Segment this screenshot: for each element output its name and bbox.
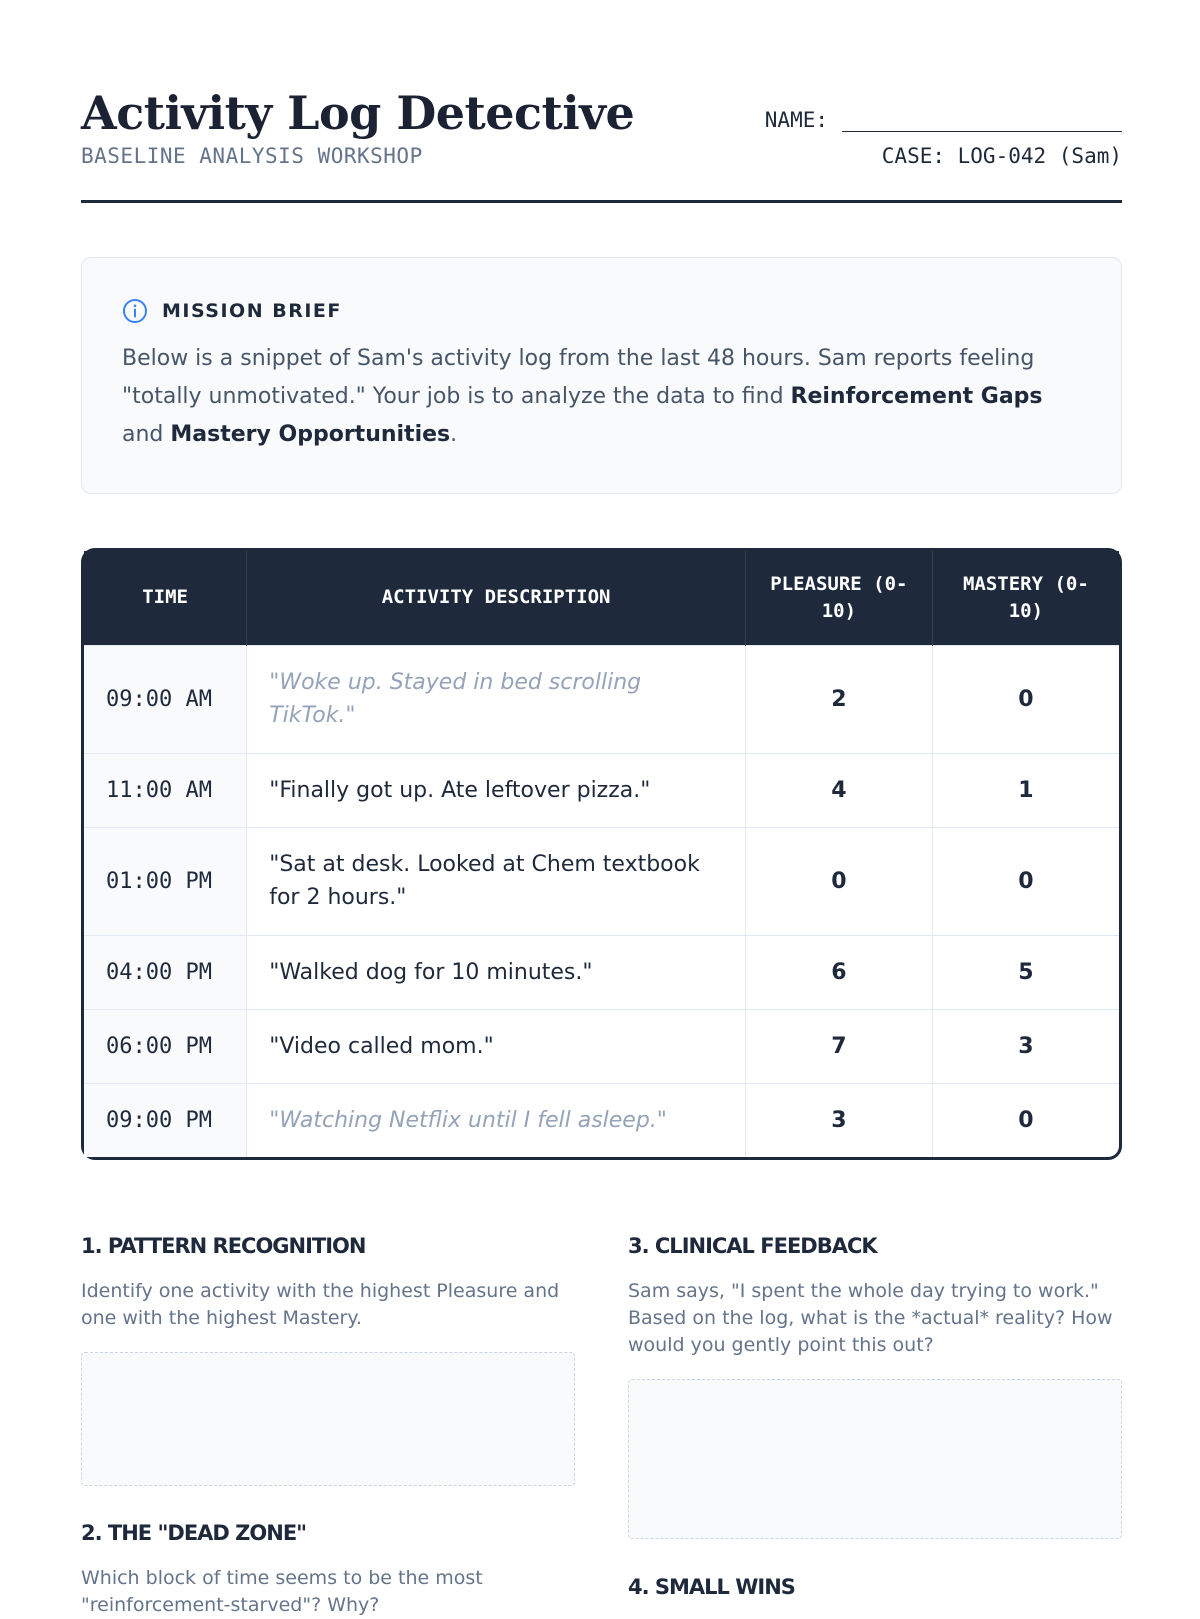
section-clinical-feedback [628,1234,1122,1539]
activity-cell: "Video called mom." [247,1009,746,1083]
time-cell: 09:00 PM [84,1083,247,1157]
pleasure-cell: 6 [745,935,932,1009]
page-subtitle: BASELINE ANALYSIS WORKSHOP [81,144,423,168]
page-title: Activity Log Detective [81,86,635,140]
activity-cell: "Finally got up. Ate leftover pizza." [247,753,746,827]
section-dead-zone [81,1521,575,1619]
reinforcement-gaps-emphasis: Reinforcement Gaps [790,384,1043,409]
pleasure-cell: 0 [745,827,932,935]
mission-brief-header [122,298,342,324]
section-title: 2. THE "DEAD ZONE" [81,1521,307,1545]
section-prompt: Which block of time seems to be the most "reinforcement-starved"? Why? [81,1567,483,1616]
column-header-pleasure: PLEASURE (0-10) [745,551,932,645]
section-prompt: Sam says, "I spent the whole day trying to work." Based on the log, what is the *actual* reality? How would you gently point this out? [628,1280,1113,1356]
mission-brief [81,257,1122,494]
section-title: 1. PATTERN RECOGNITION [81,1234,366,1258]
section-title: 3. CLINICAL FEEDBACK [628,1234,877,1258]
mastery-cell: 0 [932,645,1119,753]
table-row [84,827,1119,935]
column-header-activity: ACTIVITY DESCRIPTION [247,551,746,645]
table-row [84,753,1119,827]
pleasure-cell: 2 [745,645,932,753]
mastery-cell: 5 [932,935,1119,1009]
name-field[interactable] [842,108,1122,132]
mastery-cell: 1 [932,753,1119,827]
table-header-row [84,551,1119,645]
activity-cell: "Sat at desk. Looked at Chem textbook for 2 hours." [247,827,746,935]
activity-log-table [81,548,1122,1160]
answer-box[interactable] [628,1379,1122,1539]
name-label: NAME: [764,108,828,132]
pleasure-cell: 3 [745,1083,932,1157]
mastery-cell: 0 [932,1083,1119,1157]
column-header-mastery: MASTERY (0-10) [932,551,1119,645]
section-small-wins [628,1575,1122,1599]
mastery-cell: 3 [932,1009,1119,1083]
activity-cell: "Watching Netflix until I fell asleep." [247,1083,746,1157]
section-title: 4. SMALL WINS [628,1575,795,1599]
time-cell: 06:00 PM [84,1009,247,1083]
time-cell: 09:00 AM [84,645,247,753]
table-row [84,935,1119,1009]
name-field-row [765,108,1122,132]
activity-cell: "Woke up. Stayed in bed scrolling TikTok." [247,645,746,753]
time-cell: 11:00 AM [84,753,247,827]
mission-brief-title: MISSION BRIEF [162,300,342,322]
info-icon [122,298,148,324]
case-label: CASE: LOG-042 (Sam) [881,144,1122,168]
activity-cell: "Walked dog for 10 minutes." [247,935,746,1009]
section-prompt: Identify one activity with the highest Pleasure and one with the highest Mastery. [81,1280,560,1329]
table-row [84,1009,1119,1083]
section-pattern-recognition [81,1234,575,1486]
time-cell: 01:00 PM [84,827,247,935]
mastery-cell: 0 [932,827,1119,935]
answer-box[interactable] [81,1352,575,1486]
pleasure-cell: 7 [745,1009,932,1083]
table-row [84,1083,1119,1157]
mission-brief-text: Below is a snippet of Sam's activity log from the last 48 hours. Sam reports feeling "totally unmotivated." Your job is to analyze the data to find Reinforcement Gaps and Mastery Opportunities. [122,346,1043,447]
mastery-opportunities-emphasis: Mastery Opportunities [170,422,451,447]
column-header-time: TIME [84,551,247,645]
table-row [84,645,1119,753]
pleasure-cell: 4 [745,753,932,827]
time-cell: 04:00 PM [84,935,247,1009]
worksheet-header [81,84,1122,203]
